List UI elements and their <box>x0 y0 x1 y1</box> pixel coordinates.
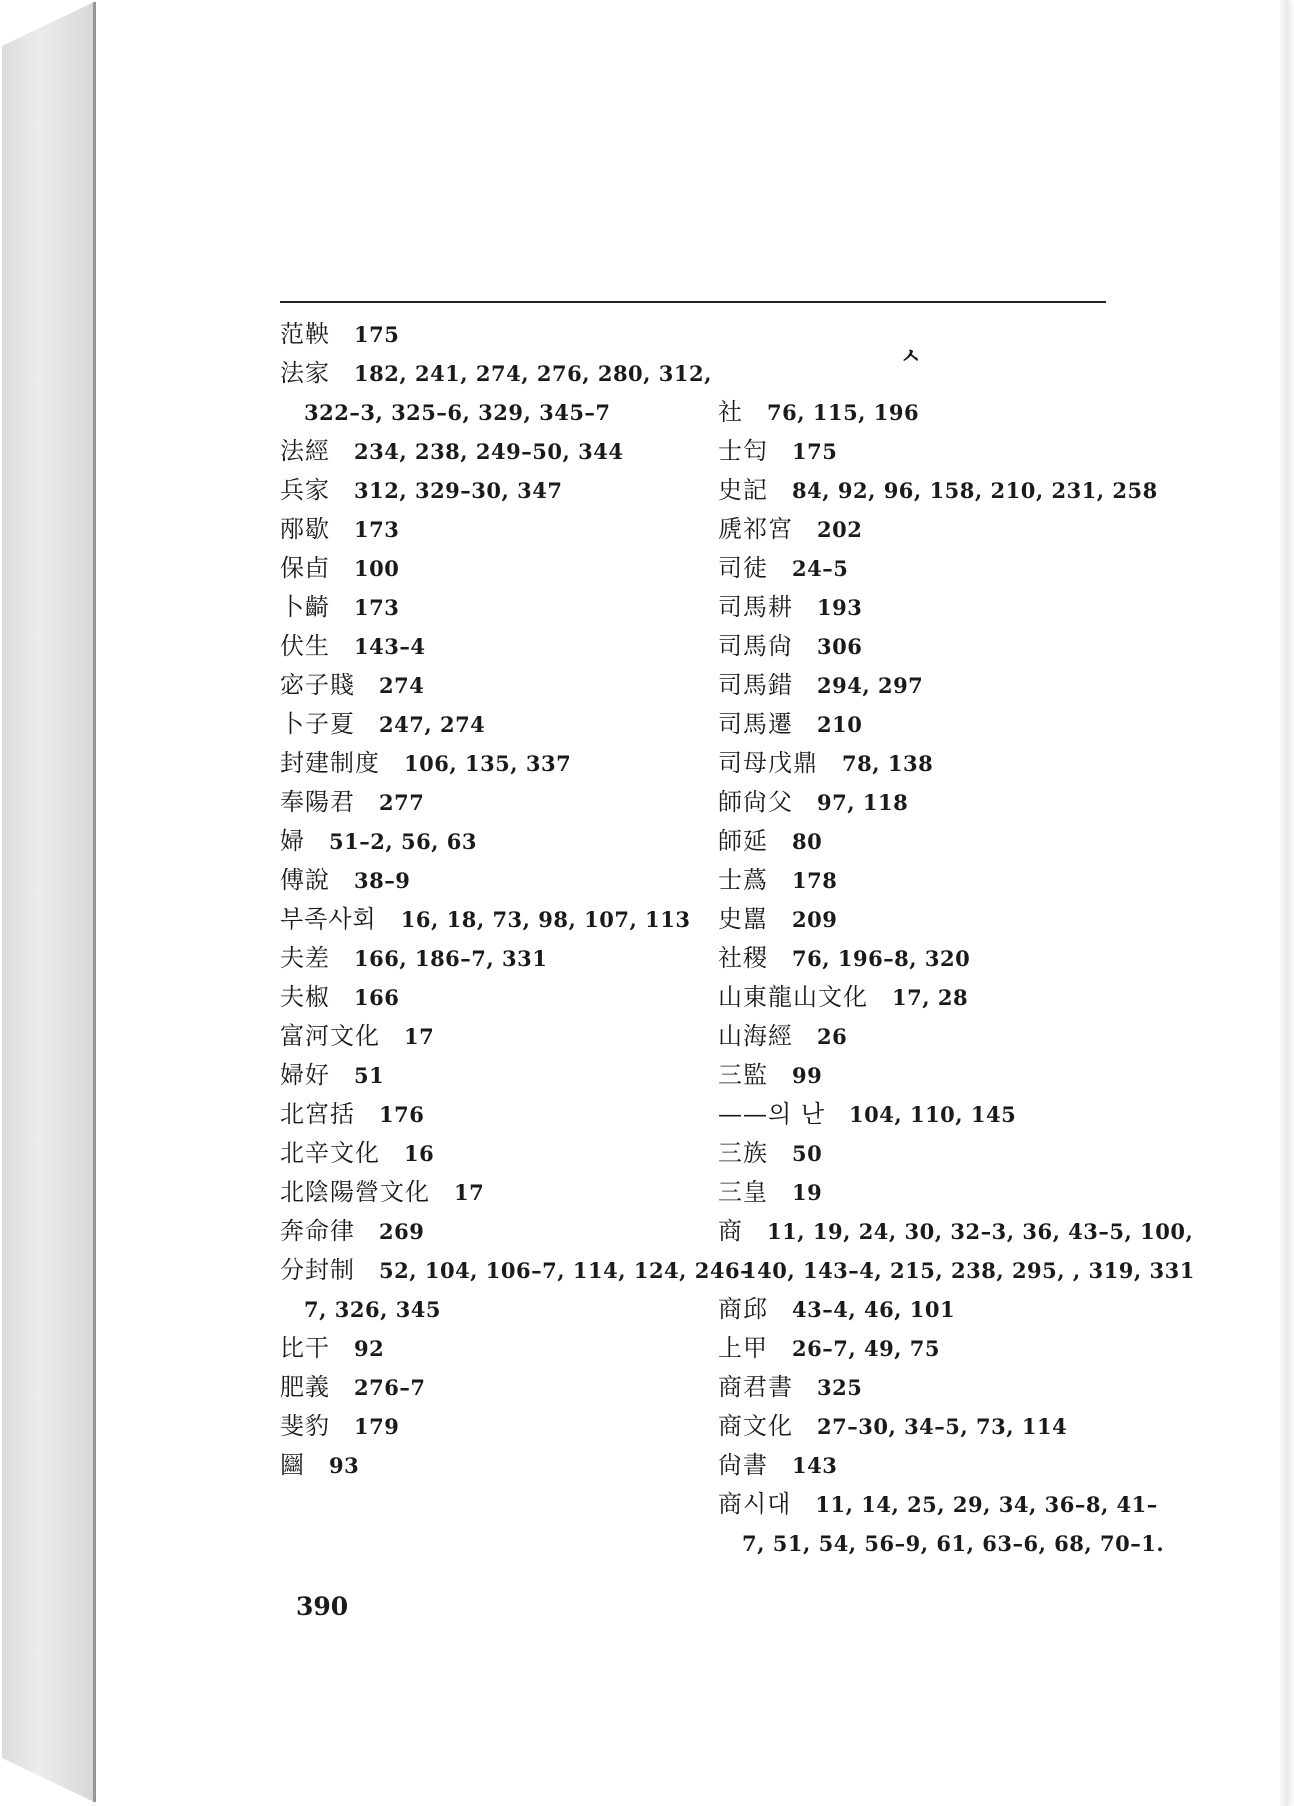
index-pages: 312, 329–30, 347 <box>354 478 563 503</box>
index-entry-continuation <box>280 393 700 432</box>
index-entry <box>718 783 1128 822</box>
index-entry <box>280 627 700 666</box>
index-entry <box>718 861 1128 900</box>
index-entry <box>718 939 1128 978</box>
index-entry <box>718 549 1128 588</box>
index-term: 富河文化 <box>280 1022 380 1050</box>
index-entry <box>718 1485 1158 1524</box>
index-term: 三監 <box>718 1061 768 1089</box>
index-pages: 43–4, 46, 101 <box>792 1297 956 1322</box>
index-pages: 17 <box>454 1180 485 1205</box>
index-term: 伏生 <box>280 632 330 660</box>
index-pages: 97, 118 <box>817 790 909 815</box>
index-entry <box>280 783 700 822</box>
index-term: 比干 <box>280 1334 330 1362</box>
index-entry <box>280 1329 700 1368</box>
index-term: 卜齮 <box>280 593 330 621</box>
index-pages: 80 <box>792 829 823 854</box>
index-entry <box>280 1446 700 1485</box>
index-pages: 19 <box>792 1180 823 1205</box>
index-pages: 179 <box>354 1414 400 1439</box>
index-entry <box>280 666 700 705</box>
page-number: 390 <box>296 1592 349 1621</box>
index-pages: 306 <box>817 634 863 659</box>
index-pages: 166 <box>354 985 400 1010</box>
index-term: 師延 <box>718 827 768 855</box>
index-entry <box>280 315 700 354</box>
index-entry <box>718 744 1128 783</box>
index-term: 社 <box>718 398 743 426</box>
index-entry <box>718 1446 1128 1485</box>
index-pages: 7, 51, 54, 56–9, 61, 63–6, 68, 70–1. <box>742 1531 1165 1556</box>
header-rule <box>280 301 1106 303</box>
index-term: 法經 <box>280 437 330 465</box>
index-term: ——의 난 <box>718 1100 825 1128</box>
index-entry <box>280 432 700 471</box>
index-entry <box>718 978 1128 1017</box>
index-entry <box>280 471 700 510</box>
index-term: 三族 <box>718 1139 768 1167</box>
index-pages: 27–30, 34–5, 73, 114 <box>817 1414 1068 1439</box>
index-entry <box>718 1017 1128 1056</box>
index-entry <box>280 354 712 393</box>
index-entry <box>280 510 700 549</box>
index-term: 司馬耕 <box>718 593 793 621</box>
index-pages: 84, 92, 96, 158, 210, 231, 258 <box>792 478 1158 503</box>
index-pages: 202 <box>817 517 863 542</box>
index-term: 商시대 <box>718 1490 792 1518</box>
section-mark: ㅅ <box>900 344 922 370</box>
index-term: 保卣 <box>280 554 330 582</box>
index-term: 商文化 <box>718 1412 793 1440</box>
index-pages: 166, 186–7, 331 <box>354 946 548 971</box>
index-pages: 294, 297 <box>817 673 924 698</box>
index-entry <box>718 1095 1128 1134</box>
index-entry <box>718 627 1128 666</box>
page-edge <box>1280 0 1288 1806</box>
index-term: 兵家 <box>280 476 330 504</box>
index-term: 商邱 <box>718 1295 768 1323</box>
index-term: 封建制度 <box>280 749 380 777</box>
index-term: 北陰陽營文化 <box>280 1178 430 1206</box>
index-column-right <box>718 315 1195 1563</box>
index-term: 商 <box>718 1217 743 1245</box>
index-pages: 99 <box>792 1063 823 1088</box>
index-term: 師尙父 <box>718 788 793 816</box>
index-pages: 175 <box>792 439 838 464</box>
index-term: 司馬遷 <box>718 710 793 738</box>
index-entry <box>718 510 1128 549</box>
index-entry <box>280 1407 700 1446</box>
index-entry <box>718 1290 1128 1329</box>
index-pages: 51 <box>354 1063 385 1088</box>
index-term: 山東龍山文化 <box>718 983 868 1011</box>
index-term: 上甲 <box>718 1334 768 1362</box>
index-term: 分封制 <box>280 1256 355 1284</box>
index-pages: 325 <box>817 1375 863 1400</box>
index-term: 司馬錯 <box>718 671 793 699</box>
index-term: 肥義 <box>280 1373 330 1401</box>
index-entry <box>280 900 700 939</box>
index-pages: 51–2, 56, 63 <box>329 829 478 854</box>
index-term: 司馬尙 <box>718 632 793 660</box>
index-pages: 140, 143–4, 215, 238, 295, , 319, 331 <box>742 1258 1195 1283</box>
index-pages: 182, 241, 274, 276, 280, 312, <box>354 361 712 386</box>
index-pages: 92 <box>354 1336 385 1361</box>
index-term: 宓子賤 <box>280 671 355 699</box>
index-pages: 178 <box>792 868 838 893</box>
index-pages: 52, 104, 106–7, 114, 124, 246– <box>379 1258 752 1283</box>
index-entry <box>718 1173 1128 1212</box>
index-entry <box>280 1368 700 1407</box>
index-entry <box>718 1329 1128 1368</box>
index-term: 圝 <box>280 1451 305 1479</box>
index-entry <box>280 588 700 627</box>
index-entry <box>280 1134 700 1173</box>
index-pages: 76, 115, 196 <box>767 400 920 425</box>
index-pages: 234, 238, 249–50, 344 <box>354 439 624 464</box>
index-pages: 50 <box>792 1141 823 1166</box>
index-term: 奉陽君 <box>280 788 355 816</box>
index-pages: 78, 138 <box>842 751 934 776</box>
index-term: 北宮括 <box>280 1100 355 1128</box>
index-entry <box>280 1212 700 1251</box>
index-term: 士蔿 <box>718 866 768 894</box>
index-entry <box>718 705 1128 744</box>
index-entry <box>718 666 1128 705</box>
index-pages: 16 <box>404 1141 435 1166</box>
index-term: 夫椒 <box>280 983 330 1011</box>
index-pages: 176 <box>379 1102 425 1127</box>
index-pages: 24–5 <box>792 556 849 581</box>
index-entry <box>718 432 1128 471</box>
index-pages: 193 <box>817 595 863 620</box>
index-entry <box>280 978 700 1017</box>
index-term: 尙書 <box>718 1451 768 1479</box>
index-term: 法家 <box>280 359 330 387</box>
index-term: 史記 <box>718 476 768 504</box>
index-pages: 38–9 <box>354 868 411 893</box>
index-pages: 175 <box>354 322 400 347</box>
index-pages: 210 <box>817 712 863 737</box>
index-pages: 76, 196–8, 320 <box>792 946 971 971</box>
index-entry <box>280 822 700 861</box>
index-entry <box>280 1251 752 1290</box>
index-term: 斐豹 <box>280 1412 330 1440</box>
index-term: 司徒 <box>718 554 768 582</box>
index-term: 婦好 <box>280 1061 330 1089</box>
column-spacer <box>718 354 1128 393</box>
index-pages: 274 <box>379 673 425 698</box>
index-entry <box>280 1017 700 1056</box>
index-term: 虒祁宮 <box>718 515 793 543</box>
index-entry <box>280 1056 700 1095</box>
index-term: 부족사회 <box>280 905 377 933</box>
index-pages: 247, 274 <box>379 712 486 737</box>
index-entry <box>718 1134 1128 1173</box>
index-entry <box>280 939 700 978</box>
index-entry-continuation <box>718 1251 1195 1290</box>
index-term: 奔命律 <box>280 1217 355 1245</box>
index-pages: 17 <box>404 1024 435 1049</box>
index-term: 史嚚 <box>718 905 768 933</box>
index-entry <box>280 705 700 744</box>
index-term: 山海經 <box>718 1022 793 1050</box>
index-entry <box>718 1212 1194 1251</box>
index-entry <box>718 588 1128 627</box>
index-entry <box>718 1056 1128 1095</box>
index-pages: 11, 14, 25, 29, 34, 36–8, 41– <box>815 1492 1158 1517</box>
index-pages: 276–7 <box>354 1375 426 1400</box>
index-pages: 26 <box>817 1024 848 1049</box>
index-pages: 143 <box>792 1453 838 1478</box>
index-pages: 16, 18, 73, 98, 107, 113 <box>400 907 691 932</box>
index-entry <box>280 549 700 588</box>
index-entry <box>280 1173 700 1212</box>
index-term: 傅說 <box>280 866 330 894</box>
index-pages: 143–4 <box>354 634 426 659</box>
index-term: 邴歇 <box>280 515 330 543</box>
index-pages: 106, 135, 337 <box>404 751 572 776</box>
index-entry <box>718 1407 1128 1446</box>
index-entry <box>718 822 1128 861</box>
index-term: 商君書 <box>718 1373 793 1401</box>
index-entry <box>718 900 1128 939</box>
index-pages: 11, 19, 24, 30, 32–3, 36, 43–5, 100, <box>767 1219 1194 1244</box>
index-entry-continuation <box>718 1524 1165 1563</box>
index-pages: 100 <box>354 556 400 581</box>
index-pages: 7, 326, 345 <box>304 1297 442 1322</box>
index-term: 三皇 <box>718 1178 768 1206</box>
index-term: 北辛文化 <box>280 1139 380 1167</box>
index-pages: 173 <box>354 595 400 620</box>
index-pages: 322–3, 325–6, 329, 345–7 <box>304 400 611 425</box>
index-term: 范鞅 <box>280 320 330 348</box>
index-entry <box>280 744 700 783</box>
index-term: 士匄 <box>718 437 768 465</box>
book-spine <box>2 2 94 1802</box>
index-pages: 173 <box>354 517 400 542</box>
index-term: 卜子夏 <box>280 710 355 738</box>
column-spacer <box>718 315 1128 354</box>
index-entry <box>280 1095 700 1134</box>
index-pages: 17, 28 <box>892 985 969 1010</box>
index-pages: 26–7, 49, 75 <box>792 1336 941 1361</box>
index-entry <box>280 861 700 900</box>
index-pages: 269 <box>379 1219 425 1244</box>
index-pages: 209 <box>792 907 838 932</box>
index-pages: 93 <box>329 1453 360 1478</box>
index-entry <box>718 393 1128 432</box>
index-entry-continuation <box>280 1290 700 1329</box>
index-pages: 104, 110, 145 <box>849 1102 1017 1127</box>
index-term: 社稷 <box>718 944 768 972</box>
index-term: 司母戊鼎 <box>718 749 818 777</box>
index-term: 夫差 <box>280 944 330 972</box>
index-entry <box>718 471 1158 510</box>
index-pages: 277 <box>379 790 425 815</box>
index-entry <box>718 1368 1128 1407</box>
index-term: 婦 <box>280 827 305 855</box>
